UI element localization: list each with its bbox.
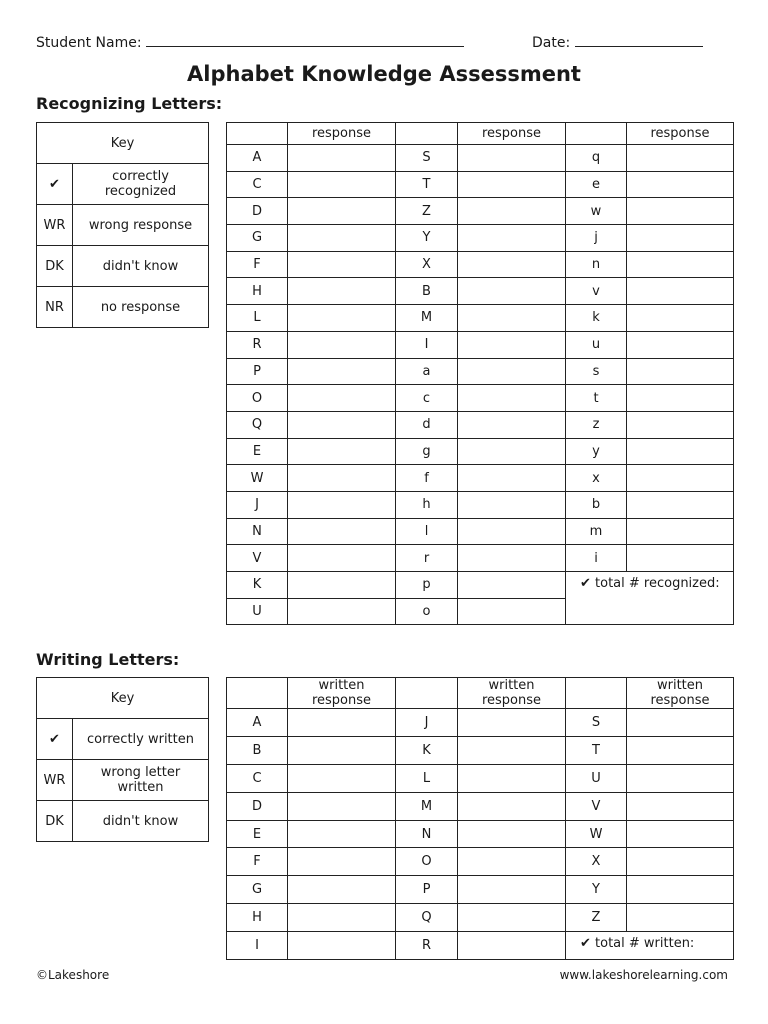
response-cell[interactable] bbox=[627, 358, 734, 385]
letter-cell: Q bbox=[227, 411, 288, 438]
letter-cell: d bbox=[396, 411, 458, 438]
key-meaning: no response bbox=[73, 287, 209, 328]
letter-cell: G bbox=[227, 225, 288, 252]
student-name-field[interactable] bbox=[36, 34, 464, 51]
header-row bbox=[227, 678, 734, 709]
response-cell[interactable] bbox=[627, 385, 734, 412]
letter-cell: g bbox=[396, 438, 458, 465]
key-meaning: didn't know bbox=[73, 801, 209, 842]
letter-cell: O bbox=[227, 385, 288, 412]
letter-cell: x bbox=[566, 465, 627, 492]
letter-cell: S bbox=[396, 145, 458, 172]
header-row bbox=[227, 123, 734, 145]
letter-cell: p bbox=[396, 572, 458, 599]
letter-cell: I bbox=[227, 932, 288, 960]
response-cell[interactable] bbox=[288, 820, 396, 848]
response-cell[interactable] bbox=[288, 598, 396, 625]
letter-cell: t bbox=[566, 385, 627, 412]
letter-cell: Y bbox=[566, 876, 627, 904]
letter-cell: b bbox=[566, 491, 627, 518]
letter-cell: J bbox=[227, 491, 288, 518]
letter-cell: a bbox=[396, 358, 458, 385]
response-header: written response bbox=[627, 678, 734, 709]
letter-cell: j bbox=[566, 225, 627, 252]
letter-header bbox=[396, 678, 458, 709]
response-cell[interactable] bbox=[458, 764, 566, 792]
table-row bbox=[227, 278, 734, 305]
response-cell[interactable] bbox=[627, 904, 734, 932]
response-cell[interactable] bbox=[458, 411, 566, 438]
letter-cell: w bbox=[566, 198, 627, 225]
key-row bbox=[37, 719, 209, 760]
recognizing-table bbox=[226, 122, 734, 625]
key-row bbox=[37, 205, 209, 246]
response-cell[interactable] bbox=[458, 171, 566, 198]
response-cell[interactable] bbox=[458, 848, 566, 876]
table-row bbox=[227, 358, 734, 385]
key-code: DK bbox=[37, 246, 73, 287]
response-cell[interactable] bbox=[627, 438, 734, 465]
response-cell[interactable] bbox=[627, 545, 734, 572]
letter-cell: v bbox=[566, 278, 627, 305]
key-code: ✔ bbox=[37, 719, 73, 760]
letter-cell: c bbox=[396, 385, 458, 412]
table-row bbox=[227, 411, 734, 438]
letter-cell: N bbox=[396, 820, 458, 848]
key-row bbox=[37, 287, 209, 328]
key-row bbox=[37, 246, 209, 287]
key-meaning: correctly recognized bbox=[73, 164, 209, 205]
response-cell[interactable] bbox=[288, 225, 396, 252]
response-cell[interactable] bbox=[288, 545, 396, 572]
table-row bbox=[227, 876, 734, 904]
table-row bbox=[227, 465, 734, 492]
letter-cell: E bbox=[227, 438, 288, 465]
response-cell[interactable] bbox=[458, 305, 566, 332]
table-row bbox=[227, 331, 734, 358]
letter-cell: s bbox=[566, 358, 627, 385]
letter-cell: U bbox=[227, 598, 288, 625]
letter-cell: A bbox=[227, 709, 288, 737]
response-cell[interactable] bbox=[288, 145, 396, 172]
response-header: written response bbox=[288, 678, 396, 709]
letter-cell: D bbox=[227, 792, 288, 820]
letter-cell: i bbox=[566, 545, 627, 572]
letter-cell: V bbox=[227, 545, 288, 572]
key-meaning: correctly written bbox=[73, 719, 209, 760]
table-row bbox=[227, 764, 734, 792]
letter-cell: X bbox=[566, 848, 627, 876]
key-code: DK bbox=[37, 801, 73, 842]
recognizing-key-table bbox=[36, 122, 209, 328]
response-cell[interactable] bbox=[458, 491, 566, 518]
letter-cell: D bbox=[227, 198, 288, 225]
date-line[interactable] bbox=[575, 34, 703, 47]
letter-cell: E bbox=[227, 820, 288, 848]
key-meaning: wrong response bbox=[73, 205, 209, 246]
total-cell[interactable]: ✔ total # written: bbox=[566, 932, 734, 960]
letter-cell: W bbox=[227, 465, 288, 492]
letter-cell: R bbox=[227, 331, 288, 358]
letter-cell: Z bbox=[396, 198, 458, 225]
table-row bbox=[227, 709, 734, 737]
letter-cell: J bbox=[396, 709, 458, 737]
response-cell[interactable] bbox=[627, 491, 734, 518]
letter-cell: r bbox=[396, 545, 458, 572]
response-cell[interactable] bbox=[288, 278, 396, 305]
letter-cell: h bbox=[396, 491, 458, 518]
table-row bbox=[227, 305, 734, 332]
letter-cell: P bbox=[396, 876, 458, 904]
response-cell[interactable] bbox=[288, 709, 396, 737]
response-cell[interactable] bbox=[288, 331, 396, 358]
letter-cell: q bbox=[566, 145, 627, 172]
response-cell[interactable] bbox=[458, 736, 566, 764]
footer-copyright: ©Lakeshore bbox=[36, 968, 110, 982]
letter-cell: l bbox=[396, 518, 458, 545]
response-cell[interactable] bbox=[627, 792, 734, 820]
student-name-label: Student Name: bbox=[36, 35, 142, 51]
response-cell[interactable] bbox=[458, 572, 566, 599]
response-cell[interactable] bbox=[458, 385, 566, 412]
response-header: response bbox=[627, 123, 734, 145]
response-cell[interactable] bbox=[458, 358, 566, 385]
letter-cell: u bbox=[566, 331, 627, 358]
student-name-line[interactable] bbox=[146, 34, 464, 47]
response-cell[interactable] bbox=[458, 438, 566, 465]
response-cell[interactable] bbox=[458, 225, 566, 252]
letter-cell: z bbox=[566, 411, 627, 438]
response-cell[interactable] bbox=[288, 198, 396, 225]
letter-header bbox=[566, 678, 627, 709]
response-cell[interactable] bbox=[627, 198, 734, 225]
response-cell[interactable] bbox=[288, 491, 396, 518]
recognizing-heading: Recognizing Letters: bbox=[36, 94, 223, 113]
response-cell[interactable] bbox=[627, 848, 734, 876]
response-cell[interactable] bbox=[288, 932, 396, 960]
response-cell[interactable] bbox=[458, 709, 566, 737]
letter-cell: G bbox=[227, 876, 288, 904]
letter-cell: k bbox=[566, 305, 627, 332]
letter-cell: M bbox=[396, 792, 458, 820]
table-row bbox=[227, 225, 734, 252]
table-row bbox=[227, 171, 734, 198]
response-cell[interactable] bbox=[288, 518, 396, 545]
letter-cell: L bbox=[396, 764, 458, 792]
letter-cell: A bbox=[227, 145, 288, 172]
letter-cell: e bbox=[566, 171, 627, 198]
letter-cell: H bbox=[227, 278, 288, 305]
key-code: ✔ bbox=[37, 164, 73, 205]
letter-cell: F bbox=[227, 251, 288, 278]
response-cell[interactable] bbox=[458, 820, 566, 848]
response-header: response bbox=[288, 123, 396, 145]
date-field[interactable] bbox=[532, 34, 703, 51]
key-row bbox=[37, 164, 209, 205]
response-cell[interactable] bbox=[288, 904, 396, 932]
letter-cell: n bbox=[566, 251, 627, 278]
letter-cell: f bbox=[396, 465, 458, 492]
response-cell[interactable] bbox=[288, 876, 396, 904]
key-title: Key bbox=[37, 123, 209, 164]
response-cell[interactable] bbox=[288, 305, 396, 332]
table-row bbox=[227, 736, 734, 764]
date-label: Date: bbox=[532, 35, 571, 51]
table-row bbox=[227, 572, 734, 599]
table-row bbox=[227, 792, 734, 820]
letter-cell: Z bbox=[566, 904, 627, 932]
key-row bbox=[37, 801, 209, 842]
response-cell[interactable] bbox=[627, 411, 734, 438]
letter-cell: B bbox=[396, 278, 458, 305]
response-cell[interactable] bbox=[458, 145, 566, 172]
letter-cell: y bbox=[566, 438, 627, 465]
response-cell[interactable] bbox=[627, 305, 734, 332]
response-cell[interactable] bbox=[458, 932, 566, 960]
letter-header bbox=[227, 678, 288, 709]
letter-cell: H bbox=[227, 904, 288, 932]
response-cell[interactable] bbox=[627, 736, 734, 764]
response-cell[interactable] bbox=[458, 792, 566, 820]
total-cell[interactable]: ✔ total # recognized: bbox=[566, 572, 734, 625]
response-cell[interactable] bbox=[458, 251, 566, 278]
response-cell[interactable] bbox=[627, 709, 734, 737]
table-row bbox=[227, 198, 734, 225]
page-title: Alphabet Knowledge Assessment bbox=[187, 62, 581, 86]
table-row bbox=[227, 491, 734, 518]
response-cell[interactable] bbox=[288, 358, 396, 385]
letter-cell: W bbox=[566, 820, 627, 848]
letter-header bbox=[396, 123, 458, 145]
response-cell[interactable] bbox=[627, 251, 734, 278]
letter-cell: F bbox=[227, 848, 288, 876]
response-cell[interactable] bbox=[288, 848, 396, 876]
letter-cell: Q bbox=[396, 904, 458, 932]
letter-header bbox=[566, 123, 627, 145]
response-cell[interactable] bbox=[627, 820, 734, 848]
letter-cell: O bbox=[396, 848, 458, 876]
letter-cell: M bbox=[396, 305, 458, 332]
response-cell[interactable] bbox=[627, 171, 734, 198]
response-cell[interactable] bbox=[288, 764, 396, 792]
letter-cell: S bbox=[566, 709, 627, 737]
table-row bbox=[227, 932, 734, 960]
letter-cell: V bbox=[566, 792, 627, 820]
response-cell[interactable] bbox=[458, 598, 566, 625]
response-cell[interactable] bbox=[458, 904, 566, 932]
writing-key-table bbox=[36, 677, 209, 842]
letter-cell: U bbox=[566, 764, 627, 792]
letter-cell: T bbox=[396, 171, 458, 198]
response-cell[interactable] bbox=[627, 465, 734, 492]
response-cell[interactable] bbox=[627, 764, 734, 792]
response-cell[interactable] bbox=[288, 438, 396, 465]
table-row bbox=[227, 848, 734, 876]
response-cell[interactable] bbox=[458, 198, 566, 225]
response-cell[interactable] bbox=[458, 331, 566, 358]
response-cell[interactable] bbox=[288, 736, 396, 764]
response-header: written response bbox=[458, 678, 566, 709]
response-cell[interactable] bbox=[627, 876, 734, 904]
response-cell[interactable] bbox=[288, 385, 396, 412]
table-row bbox=[227, 251, 734, 278]
key-title: Key bbox=[37, 678, 209, 719]
response-cell[interactable] bbox=[288, 171, 396, 198]
response-cell[interactable] bbox=[458, 278, 566, 305]
key-code: WR bbox=[37, 760, 73, 801]
table-row bbox=[227, 385, 734, 412]
letter-cell: R bbox=[396, 932, 458, 960]
table-row bbox=[227, 438, 734, 465]
letter-cell: N bbox=[227, 518, 288, 545]
response-cell[interactable] bbox=[627, 518, 734, 545]
response-cell[interactable] bbox=[458, 465, 566, 492]
response-cell[interactable] bbox=[288, 792, 396, 820]
letter-cell: L bbox=[227, 305, 288, 332]
letter-cell: C bbox=[227, 171, 288, 198]
writing-heading: Writing Letters: bbox=[36, 650, 180, 669]
response-cell[interactable] bbox=[458, 545, 566, 572]
response-cell[interactable] bbox=[288, 572, 396, 599]
response-cell[interactable] bbox=[288, 411, 396, 438]
response-cell[interactable] bbox=[288, 465, 396, 492]
key-row bbox=[37, 760, 209, 801]
key-code: WR bbox=[37, 205, 73, 246]
table-row bbox=[227, 545, 734, 572]
letter-cell: B bbox=[227, 736, 288, 764]
letter-cell: X bbox=[396, 251, 458, 278]
letter-cell: K bbox=[396, 736, 458, 764]
response-cell[interactable] bbox=[627, 278, 734, 305]
letter-header bbox=[227, 123, 288, 145]
table-row bbox=[227, 145, 734, 172]
writing-table bbox=[226, 677, 734, 960]
letter-cell: o bbox=[396, 598, 458, 625]
letter-cell: K bbox=[227, 572, 288, 599]
letter-cell: C bbox=[227, 764, 288, 792]
key-code: NR bbox=[37, 287, 73, 328]
table-row bbox=[227, 518, 734, 545]
key-meaning: wrong letter written bbox=[73, 760, 209, 801]
table-row bbox=[227, 904, 734, 932]
response-cell[interactable] bbox=[627, 331, 734, 358]
response-cell[interactable] bbox=[458, 876, 566, 904]
response-cell[interactable] bbox=[627, 225, 734, 252]
response-cell[interactable] bbox=[627, 145, 734, 172]
table-row bbox=[227, 820, 734, 848]
letter-cell: P bbox=[227, 358, 288, 385]
letter-cell: Y bbox=[396, 225, 458, 252]
key-meaning: didn't know bbox=[73, 246, 209, 287]
response-header: response bbox=[458, 123, 566, 145]
letter-cell: T bbox=[566, 736, 627, 764]
footer-url[interactable]: www.lakeshorelearning.com bbox=[559, 968, 728, 982]
letter-cell: I bbox=[396, 331, 458, 358]
response-cell[interactable] bbox=[288, 251, 396, 278]
letter-cell: m bbox=[566, 518, 627, 545]
response-cell[interactable] bbox=[458, 518, 566, 545]
